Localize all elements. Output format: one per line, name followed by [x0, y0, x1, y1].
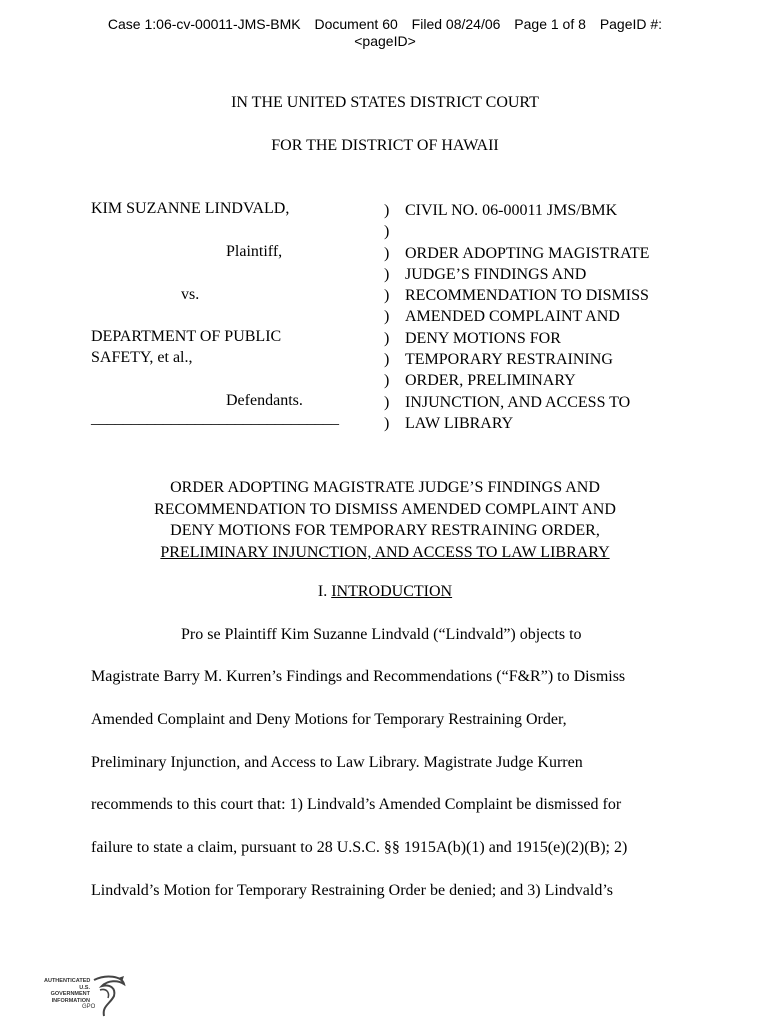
- caption-title-line: INJUNCTION, AND ACCESS TO: [405, 393, 631, 411]
- section-heading: [0, 583, 770, 601]
- order-title-line: RECOMMENDATION TO DISMISS AMENDED COMPLAINT AND: [154, 500, 616, 518]
- document-number: Document 60: [314, 16, 398, 32]
- court-name: IN THE UNITED STATES DISTRICT COURT: [231, 94, 539, 111]
- paren: ): [384, 372, 390, 390]
- section-number: I.: [317, 583, 328, 600]
- caption-underline: _______________________________: [91, 410, 339, 427]
- caption-title-line: AMENDED COMPLAINT AND: [405, 308, 620, 326]
- case-number: Case 1:06-cv-00011-JMS-BMK: [107, 16, 301, 32]
- order-title-line: DENY MOTIONS FOR TEMPORARY RESTRAINING ORDER,: [170, 522, 600, 539]
- civil-number: CIVIL NO. 06-00011 JMS/BMK: [405, 202, 618, 219]
- caption-title-line: TEMPORARY RESTRAINING: [405, 351, 613, 369]
- body-line: Preliminary Injunction, and Access to Law Library. Magistrate Judge Kurren: [91, 754, 583, 771]
- caption-title-line: JUDGE’S FINDINGS AND: [405, 265, 587, 283]
- section-title: INTRODUCTION: [331, 583, 453, 600]
- body-line: Pro se Plaintiff Kim Suzanne Lindvald (“Lindvald”) objects to: [181, 626, 582, 643]
- body-line: Magistrate Barry M. Kurren’s Findings and Recommendations (“F&R”) to Dismiss: [91, 668, 626, 685]
- filed-date: Filed 08/24/06: [411, 16, 501, 32]
- paren: ): [384, 202, 390, 219]
- caption-title-line: DENY MOTIONS FOR: [405, 329, 561, 347]
- paren: ): [384, 244, 390, 262]
- caption-parens: [384, 200, 389, 434]
- body-line: Amended Complaint and Deny Motions for Temporary Restraining Order,: [91, 711, 567, 728]
- court-district: FOR THE DISTRICT OF HAWAII: [271, 137, 499, 154]
- paren: ): [384, 308, 390, 326]
- paren: ): [384, 351, 390, 369]
- eagle-icon: [88, 974, 128, 1018]
- seal-text: [44, 978, 90, 1004]
- pageid-value: <pageID>: [354, 33, 416, 49]
- plaintiff-role: Plaintiff,: [226, 243, 283, 260]
- body-line: Lindvald’s Motion for Temporary Restraining Order be denied; and 3) Lindvald’s: [91, 882, 614, 899]
- defendant-role: Defendants.: [226, 392, 303, 409]
- order-title-line: PRELIMINARY INJUNCTION, AND ACCESS TO LAW LIBRARY: [160, 543, 610, 561]
- paren: ): [384, 393, 390, 411]
- paren: ): [384, 414, 390, 432]
- paren: ): [384, 287, 390, 305]
- caption-right: [405, 200, 649, 434]
- paren: ): [384, 265, 390, 283]
- gpo-seal: [44, 972, 134, 1020]
- seal-line: U.S. GOVERNMENT: [50, 984, 90, 997]
- paren: ): [384, 329, 390, 347]
- seal-line: INFORMATION: [51, 997, 90, 1004]
- paren: ): [384, 223, 390, 241]
- caption-blank: [405, 221, 649, 242]
- body-line: failure to state a claim, pursuant to 28 U.S.C. §§ 1915A(b)(1) and 1915(e)(2)(B); 2): [91, 839, 628, 856]
- filing-header: [0, 16, 770, 50]
- caption-title-line: LAW LIBRARY: [405, 414, 514, 432]
- body-line: recommends to this court that: 1) Lindvald’s Amended Complaint be dismissed for: [91, 796, 622, 813]
- defendant-line-2: SAFETY, et al.,: [91, 349, 193, 366]
- page-count: Page 1 of 8: [514, 16, 586, 32]
- seal-line: AUTHENTICATED: [44, 978, 91, 984]
- order-title-line: ORDER ADOPTING MAGISTRATE JUDGE’S FINDINGS AND: [170, 479, 600, 496]
- plaintiff-name: KIM SUZANNE LINDVALD,: [91, 200, 290, 217]
- versus: vs.: [181, 286, 200, 303]
- pageid-label: PageID #:: [599, 16, 663, 32]
- order-title: [0, 477, 770, 563]
- caption-title-line: RECOMMENDATION TO DISMISS: [405, 287, 649, 305]
- caption-title-line: ORDER ADOPTING MAGISTRATE: [405, 244, 650, 262]
- defendant-line-1: DEPARTMENT OF PUBLIC: [91, 328, 282, 345]
- caption-title-line: ORDER, PRELIMINARY: [405, 372, 576, 390]
- gpo-label: GPO: [82, 1004, 96, 1010]
